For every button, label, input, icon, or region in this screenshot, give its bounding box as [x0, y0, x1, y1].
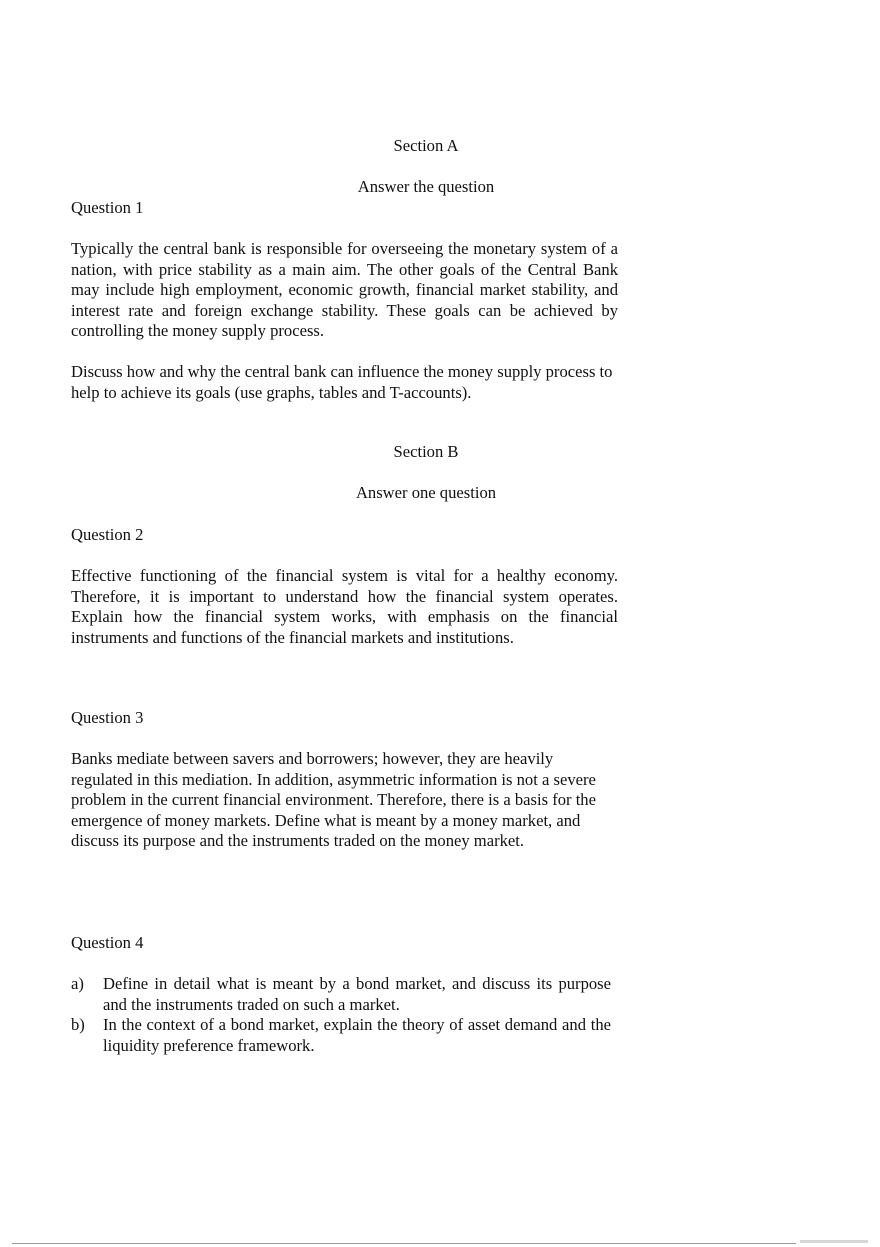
question-1-label: Question 1 — [71, 198, 144, 217]
question-1-text: Typically the central bank is responsible for overseeing the monetary system of a nation, with price stability as a main aim. The other goals of the Central Bank may include high employment, economic growth, financial market stability, and interest rate and foreign exchange stability. These goals can be achieved by controlling the money supply process. — [71, 239, 618, 341]
question-2-text: Effective functioning of the financial system is vital for a healthy economy. Therefore, it is important to understand how the financial system operates. Explain how the financial system works, with emphasis on the financial instruments and functions of the financial markets and institutions. — [71, 566, 618, 647]
question-4-list — [71, 974, 611, 1056]
question-4-label: Question 4 — [71, 933, 144, 952]
question-2-label: Question 2 — [71, 525, 144, 544]
list-item-marker: b) — [71, 1015, 85, 1035]
list-item-text: Define in detail what is meant by a bond market, and discuss its purpose and the instruments traded on such a market. — [103, 974, 611, 1014]
section-b-instruction: Answer one question — [355, 483, 497, 502]
list-item-marker: a) — [71, 974, 84, 993]
list-item-text: In the context of a bond market, explain the theory of asset demand and the liquidity preference framework. — [103, 1015, 611, 1055]
section-b-heading: Section B — [393, 442, 459, 461]
footer-mark — [800, 1240, 868, 1243]
question-1-task: Discuss how and why the central bank can influence the money supply process to help to achieve its goals (use graphs, tables and T-accounts). — [71, 362, 613, 402]
question-3-label: Question 3 — [71, 708, 144, 727]
section-a-instruction: Answer the question — [357, 177, 495, 196]
list-item — [71, 974, 611, 1015]
list-item — [71, 1015, 611, 1056]
footer-divider — [12, 1243, 796, 1244]
question-3-text: Banks mediate between savers and borrowers; however, they are heavily regulated in this mediation. In addition, asymmetric information is not a severe problem in the current financial environment. Therefore, there is a basis for the emergence of money markets. Define what is meant by a money market, and discuss its purpose and the instruments traded on the money market. — [71, 749, 596, 851]
section-a-heading: Section A — [393, 136, 459, 155]
